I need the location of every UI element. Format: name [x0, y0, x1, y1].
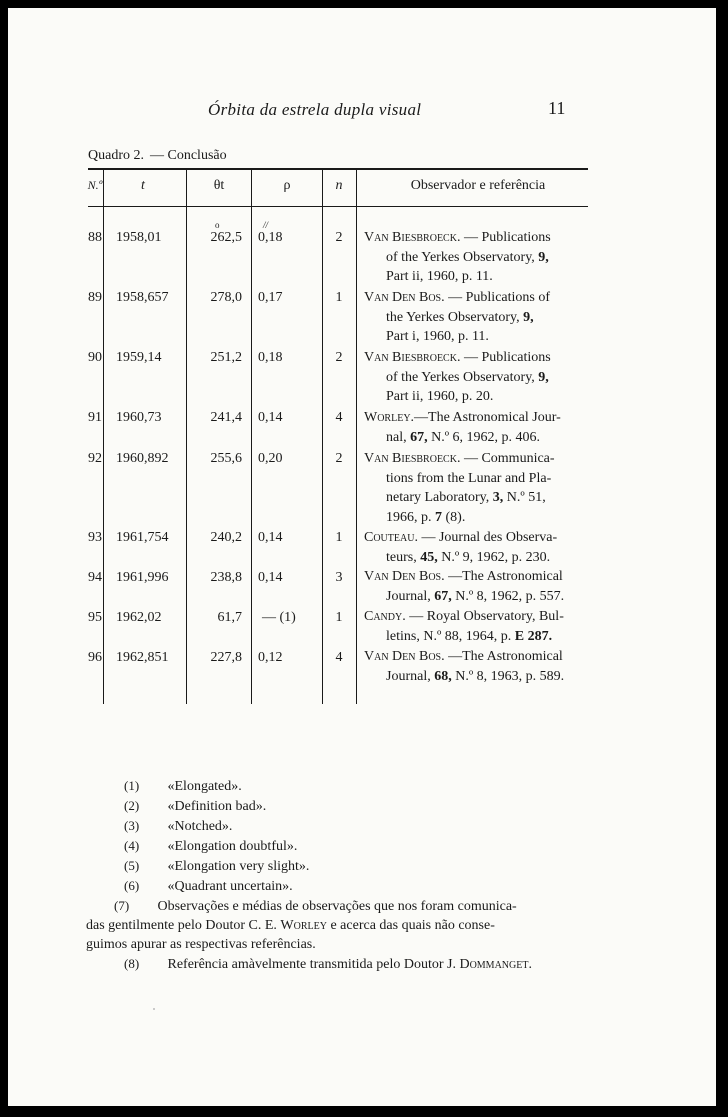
ref-author: Van Den Bos. — [364, 290, 445, 305]
row-count: 1 — [335, 610, 343, 625]
row-theta: 278,0 — [210, 290, 242, 305]
row-theta: 227,8 — [210, 650, 242, 665]
ref-text: N.º 6, 1962, p. 406. — [431, 429, 541, 445]
ref-text: — Royal Observatory, Bul- — [409, 609, 564, 624]
ref-text: teurs, — [386, 549, 417, 565]
ref-volume: 67, — [410, 429, 428, 445]
header-rho: ρ — [283, 178, 291, 193]
row-epoch: 1962,851 — [116, 650, 169, 665]
caption-text: — Conclusão — [150, 148, 227, 163]
row-number: 89 — [88, 290, 102, 305]
header-number: N.º — [87, 178, 103, 192]
row-epoch: 1959,14 — [116, 350, 162, 365]
ref-author: Van Biesbroeck. — [364, 451, 461, 466]
header-reference: Observador e referência — [410, 178, 546, 193]
row-theta: 262,5 — [210, 230, 242, 245]
footnote-ref: (8). — [445, 509, 466, 525]
row-number: 92 — [88, 451, 102, 466]
ref-text: of the Yerkes Observatory, — [386, 249, 535, 265]
row-epoch: 1962,02 — [116, 610, 162, 625]
ref-text: of the Yerkes Observatory, — [386, 369, 535, 385]
row-epoch: 1958,657 — [116, 290, 169, 305]
row-number: 95 — [88, 610, 102, 625]
footnote-text: das gentilmente pelo Doutor C. E. — [86, 918, 277, 933]
row-rho: 0,18 — [258, 230, 283, 245]
row-reference — [364, 567, 598, 606]
table-top-rule — [88, 168, 588, 170]
row-theta: 238,8 — [210, 570, 242, 585]
print-speck — [153, 1008, 155, 1010]
row-theta: 255,6 — [210, 451, 242, 466]
row-count: 2 — [335, 230, 343, 245]
table-header-rule — [88, 206, 588, 207]
row-theta: 251,2 — [210, 350, 242, 365]
footnote-text: «Elongation very slight». — [167, 859, 310, 874]
footnote — [96, 856, 606, 876]
header-theta: θt — [213, 178, 225, 193]
ref-text: N.º 8, 1963, p. 589. — [455, 668, 565, 684]
row-reference — [364, 528, 598, 567]
footnote-number: (5) — [124, 858, 140, 873]
footnote-text: Referência amàvelmente transmitida pelo Doutor J. — [167, 957, 456, 972]
row-epoch: 1960,892 — [116, 451, 169, 466]
footnote — [96, 816, 606, 836]
footnote-number: (6) — [124, 878, 140, 893]
row-theta: 241,4 — [210, 410, 242, 425]
footnote-number: (1) — [124, 778, 140, 793]
ref-text: Part ii, 1960, p. 20. — [386, 389, 494, 404]
ref-text: N.º 51, — [506, 490, 546, 505]
footnote-author: Dommanget. — [459, 957, 532, 972]
footnote-text: «Elongation doubtful». — [167, 839, 298, 854]
ref-text: — Publications — [463, 230, 551, 245]
row-reference — [364, 408, 598, 447]
ref-text: —The Astronomical — [448, 649, 563, 664]
footnote-text: «Notched». — [167, 819, 233, 834]
footnote-text: «Elongated». — [167, 779, 242, 794]
row-number: 90 — [88, 350, 102, 365]
column-divider — [322, 169, 323, 704]
row-rho: 0,14 — [258, 530, 283, 545]
row-reference — [364, 449, 598, 527]
footnote-number: (7) — [114, 898, 130, 913]
footnote-text: «Definition bad». — [167, 799, 267, 814]
ref-volume: 9, — [538, 369, 549, 385]
row-reference — [364, 228, 598, 287]
row-rho: 0,20 — [258, 451, 283, 466]
row-rho: 0,14 — [258, 410, 283, 425]
ref-text: — Journal des Observa- — [421, 530, 558, 545]
running-head-title: Órbita da estrela dupla visual — [208, 100, 422, 119]
ref-author: Van Biesbroeck. — [364, 230, 461, 245]
row-number: 88 — [88, 230, 102, 245]
ref-author: Van Den Bos. — [364, 649, 445, 664]
footnote-text: «Quadrant uncertain». — [167, 879, 293, 894]
ref-author: Couteau. — [364, 530, 418, 545]
ref-text: — Publications of — [448, 290, 551, 305]
ref-text: Journal, — [386, 588, 431, 604]
row-count: 2 — [335, 350, 343, 365]
ref-author: Worley. — [364, 410, 415, 425]
ref-text: nal, — [386, 429, 407, 445]
page-number: 11 — [548, 98, 566, 118]
row-theta: 61,7 — [217, 610, 242, 625]
row-count: 4 — [335, 650, 343, 665]
table-caption — [88, 148, 227, 164]
footnote-number: (8) — [124, 956, 140, 971]
footnote — [96, 836, 606, 856]
ref-text: Part i, 1960, p. 11. — [386, 329, 489, 344]
footnote-text: e acerca das quais não conse- — [330, 918, 495, 933]
ref-volume: 9, — [523, 309, 534, 325]
row-rho: 0,17 — [258, 290, 283, 305]
ref-text: — Publications — [463, 350, 551, 365]
footnote-number: (4) — [124, 838, 140, 853]
ref-author: Candy. — [364, 609, 406, 624]
row-rho: 0,12 — [258, 650, 283, 665]
row-count: 1 — [335, 530, 343, 545]
column-divider — [356, 169, 357, 704]
footnote-author: Worley — [280, 918, 327, 933]
row-rho: 0,14 — [258, 570, 283, 585]
footnote — [96, 876, 606, 896]
row-number: 93 — [88, 530, 102, 545]
ref-volume: 9, — [538, 249, 549, 265]
theta-unit-degree: o — [215, 220, 220, 230]
header-epoch: t — [141, 178, 145, 193]
row-reference — [364, 348, 598, 407]
row-reference — [364, 647, 598, 686]
row-rho: — (1) — [262, 610, 296, 625]
ref-text: Journal, — [386, 668, 431, 684]
ref-text: tions from the Lunar and Pla- — [386, 470, 552, 486]
footnote-number: (3) — [124, 818, 140, 833]
footnote-text: guimos apurar as respectivas referências. — [86, 937, 316, 952]
footnote — [86, 896, 606, 954]
row-theta: 240,2 — [210, 530, 242, 545]
row-rho: 0,18 — [258, 350, 283, 365]
caption-label: Quadro 2. — [88, 148, 144, 163]
rho-unit-arcsec: // — [263, 220, 269, 230]
book-page — [8, 8, 716, 1106]
row-epoch: 1960,73 — [116, 410, 162, 425]
header-count: n — [335, 178, 343, 193]
ref-text: N.º 8, 1962, p. 557. — [455, 588, 565, 604]
footnote-text: Observações e médias de observações que nos foram comunica- — [157, 899, 517, 914]
row-count: 4 — [335, 410, 343, 425]
ref-text: letins, N.º 88, 1964, p. — [386, 628, 512, 644]
ref-text: N.º 9, 1962, p. 230. — [441, 549, 551, 565]
column-divider — [251, 169, 252, 704]
row-reference — [364, 288, 598, 347]
ref-volume: 45, — [420, 549, 438, 565]
row-reference — [364, 607, 598, 646]
row-number: 94 — [88, 570, 102, 585]
row-epoch: 1961,754 — [116, 530, 169, 545]
footnote — [96, 776, 606, 796]
ref-text: —The Astronomical Jour- — [414, 410, 561, 425]
row-count: 1 — [335, 290, 343, 305]
row-epoch: 1958,01 — [116, 230, 162, 245]
ref-volume: 67, — [434, 588, 452, 604]
ref-page: 7 — [435, 509, 442, 525]
footnote — [96, 954, 606, 974]
ref-text: — Communica- — [463, 451, 555, 466]
footnotes — [86, 776, 606, 974]
ref-page: E 287. — [514, 628, 553, 644]
row-epoch: 1961,996 — [116, 570, 169, 585]
row-number: 91 — [88, 410, 102, 425]
ref-volume: 68, — [434, 668, 452, 684]
ref-text: Part ii, 1960, p. 11. — [386, 269, 493, 284]
ref-author: Van Den Bos. — [364, 569, 445, 584]
row-count: 2 — [335, 451, 343, 466]
footnote-number: (2) — [124, 798, 140, 813]
ref-volume: 3, — [492, 490, 504, 505]
footnote — [96, 796, 606, 816]
ref-text: the Yerkes Observatory, — [386, 309, 520, 325]
ref-text: —The Astronomical — [448, 569, 563, 584]
ref-author: Van Biesbroeck. — [364, 350, 461, 365]
ref-text: 1966, p. — [386, 509, 432, 525]
row-number: 96 — [88, 650, 102, 665]
row-count: 3 — [335, 570, 343, 585]
ref-text: netary Laboratory, — [386, 490, 490, 505]
